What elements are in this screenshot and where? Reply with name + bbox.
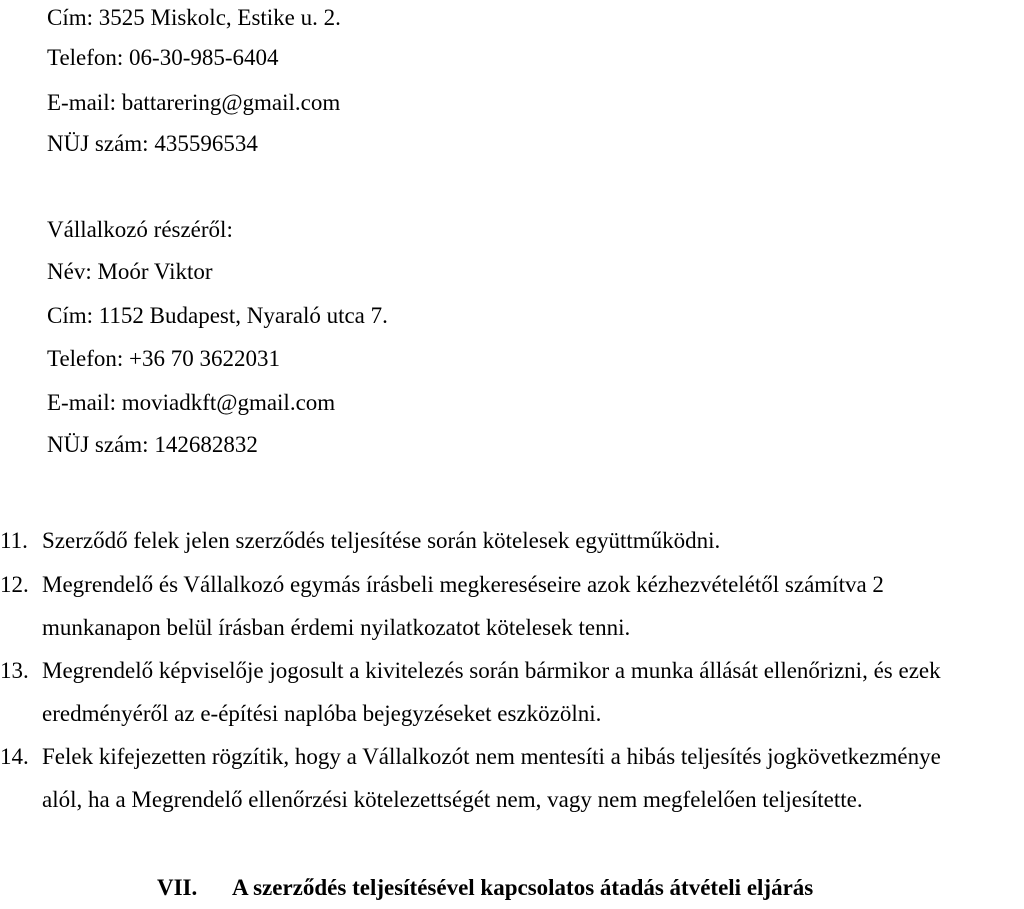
clause-number: 13. (0, 658, 29, 683)
client-nuj-number: NÜJ szám: 435596534 (47, 131, 258, 156)
clause-number: 11. (0, 528, 28, 553)
contractor-phone: Telefon: +36 70 3622031 (47, 346, 281, 371)
clause-number: 14. (0, 744, 29, 769)
contractor-nuj-number: NÜJ szám: 142682832 (47, 432, 258, 457)
section-numeral: VII. (157, 875, 198, 900)
clause-text: Szerződő felek jelen szerződés teljesítése során kötelesek együttműködni. (42, 528, 721, 553)
section-heading (157, 874, 813, 902)
contractor-heading: Vállalkozó részéről: (47, 217, 233, 242)
client-phone: Telefon: 06-30-985-6404 (47, 45, 279, 70)
client-email: E-mail: battarering@gmail.com (47, 90, 341, 115)
clause-number: 12. (0, 572, 29, 597)
clause-text-line: eredményéről az e-építési naplóba bejegyzéseket eszközölni. (42, 701, 602, 726)
clause-text-line: alól, ha a Megrendelő ellenőrzési kötelezettségét nem, vagy nem megfelelően teljesítette. (42, 787, 863, 812)
section-title: A szerződés teljesítésével kapcsolatos átadás átvételi eljárás (232, 875, 814, 900)
clause-text-line (42, 571, 1022, 599)
clause-text-line: Felek kifejezetten rögzítik, hogy a Vállalkozót nem mentesíti a hibás teljesítés jogkövetkezménye (42, 744, 941, 769)
contractor-address: Cím: 1152 Budapest, Nyaraló utca 7. (47, 303, 388, 328)
clause-text-line: munkanapon belül írásban érdemi nyilatkozatot kötelesek tenni. (42, 615, 631, 640)
clause-text-line: Megrendelő képviselője jogosult a kivitelezés során bármikor a munka állását ellenőrizni, és ezek (42, 658, 941, 683)
contractor-name: Név: Moór Viktor (47, 259, 213, 284)
client-address: Cím: 3525 Miskolc, Estike u. 2. (47, 5, 341, 30)
contractor-email: E-mail: moviadkft@gmail.com (47, 390, 336, 415)
clause-text: Megrendelő és Vállalkozó egymás írásbeli megkereséseire azok kézhezvételétől számítva 2 (42, 572, 884, 597)
